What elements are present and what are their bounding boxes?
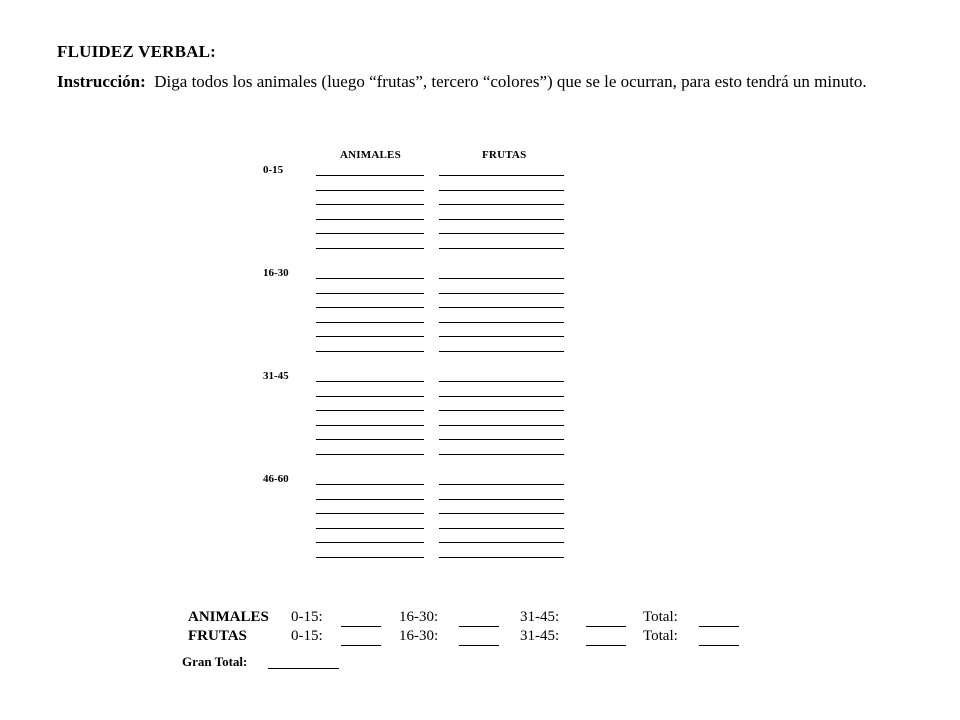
frutas-answer-line[interactable] bbox=[439, 190, 564, 191]
animales-answer-line[interactable] bbox=[316, 484, 424, 485]
range-label-16-30: 16-30 bbox=[263, 267, 289, 279]
animales-answer-line[interactable] bbox=[316, 204, 424, 205]
frutas-answer-line[interactable] bbox=[439, 499, 564, 500]
animales-answer-line[interactable] bbox=[316, 307, 424, 308]
frutas-answer-line[interactable] bbox=[439, 307, 564, 308]
animales-answer-line[interactable] bbox=[316, 542, 424, 543]
instruction-text: Diga todos los animales (luego “frutas”, tercero “colores”) que se le ocurran, para esto tendrá un minuto. bbox=[154, 72, 867, 91]
column-header-animales: ANIMALES bbox=[340, 149, 401, 161]
animales-answer-line[interactable] bbox=[316, 351, 424, 352]
frutas-answer-line[interactable] bbox=[439, 528, 564, 529]
blank-animales-total[interactable] bbox=[699, 626, 739, 627]
blank-frutas-total[interactable] bbox=[699, 645, 739, 646]
frutas-answer-line[interactable] bbox=[439, 204, 564, 205]
range-label-0-15: 0-15 bbox=[263, 164, 284, 176]
blank-frutas-31-45[interactable] bbox=[586, 645, 626, 646]
summary-frutas-16-30: 16-30: bbox=[399, 628, 439, 644]
summary-animales-total: Total: bbox=[643, 609, 678, 625]
animales-answer-line[interactable] bbox=[316, 336, 424, 337]
summary-animales-31-45: 31-45: bbox=[520, 609, 560, 625]
range-label-46-60: 46-60 bbox=[263, 473, 289, 485]
summary-row-animales bbox=[188, 609, 269, 626]
instruction-label: Instrucción: bbox=[57, 72, 146, 91]
gran-total-blank[interactable] bbox=[268, 668, 339, 669]
summary-animales-16-30: 16-30: bbox=[399, 609, 439, 625]
animales-answer-line[interactable] bbox=[316, 233, 424, 234]
frutas-answer-line[interactable] bbox=[439, 410, 564, 411]
frutas-answer-line[interactable] bbox=[439, 513, 564, 514]
animales-answer-line[interactable] bbox=[316, 410, 424, 411]
frutas-answer-line[interactable] bbox=[439, 293, 564, 294]
range-label-31-45: 31-45 bbox=[263, 370, 289, 382]
frutas-answer-line[interactable] bbox=[439, 233, 564, 234]
animales-answer-line[interactable] bbox=[316, 381, 424, 382]
blank-animales-16-30[interactable] bbox=[459, 626, 499, 627]
blank-animales-0-15[interactable] bbox=[341, 626, 381, 627]
animales-answer-line[interactable] bbox=[316, 219, 424, 220]
blank-frutas-16-30[interactable] bbox=[459, 645, 499, 646]
frutas-answer-line[interactable] bbox=[439, 336, 564, 337]
frutas-answer-line[interactable] bbox=[439, 454, 564, 455]
animales-answer-line[interactable] bbox=[316, 175, 424, 176]
frutas-answer-line[interactable] bbox=[439, 381, 564, 382]
animales-answer-line[interactable] bbox=[316, 278, 424, 279]
animales-answer-line[interactable] bbox=[316, 190, 424, 191]
frutas-answer-line[interactable] bbox=[439, 396, 564, 397]
form-title: FLUIDEZ VERBAL: bbox=[57, 42, 217, 61]
frutas-answer-line[interactable] bbox=[439, 278, 564, 279]
blank-frutas-0-15[interactable] bbox=[341, 645, 381, 646]
animales-answer-line[interactable] bbox=[316, 248, 424, 249]
column-header-frutas: FRUTAS bbox=[482, 149, 527, 161]
frutas-answer-line[interactable] bbox=[439, 322, 564, 323]
summary-frutas-31-45: 31-45: bbox=[520, 628, 560, 644]
animales-answer-line[interactable] bbox=[316, 557, 424, 558]
summary-label-animales: ANIMALES bbox=[188, 609, 269, 625]
frutas-answer-line[interactable] bbox=[439, 542, 564, 543]
animales-answer-line[interactable] bbox=[316, 396, 424, 397]
summary-frutas-total: Total: bbox=[643, 628, 678, 644]
animales-answer-line[interactable] bbox=[316, 528, 424, 529]
blank-animales-31-45[interactable] bbox=[586, 626, 626, 627]
instruction-paragraph bbox=[57, 70, 913, 93]
animales-answer-line[interactable] bbox=[316, 454, 424, 455]
frutas-answer-line[interactable] bbox=[439, 351, 564, 352]
summary-label-frutas: FRUTAS bbox=[188, 628, 247, 644]
animales-answer-line[interactable] bbox=[316, 513, 424, 514]
animales-answer-line[interactable] bbox=[316, 322, 424, 323]
summary-animales-0-15: 0-15: bbox=[291, 609, 323, 625]
animales-answer-line[interactable] bbox=[316, 425, 424, 426]
frutas-answer-line[interactable] bbox=[439, 175, 564, 176]
summary-frutas-0-15: 0-15: bbox=[291, 628, 323, 644]
gran-total-label: Gran Total: bbox=[182, 654, 248, 669]
summary-row-frutas bbox=[188, 628, 247, 645]
frutas-answer-line[interactable] bbox=[439, 248, 564, 249]
animales-answer-line[interactable] bbox=[316, 439, 424, 440]
animales-answer-line[interactable] bbox=[316, 499, 424, 500]
animales-answer-line[interactable] bbox=[316, 293, 424, 294]
frutas-answer-line[interactable] bbox=[439, 219, 564, 220]
frutas-answer-line[interactable] bbox=[439, 484, 564, 485]
frutas-answer-line[interactable] bbox=[439, 439, 564, 440]
frutas-answer-line[interactable] bbox=[439, 557, 564, 558]
frutas-answer-line[interactable] bbox=[439, 425, 564, 426]
